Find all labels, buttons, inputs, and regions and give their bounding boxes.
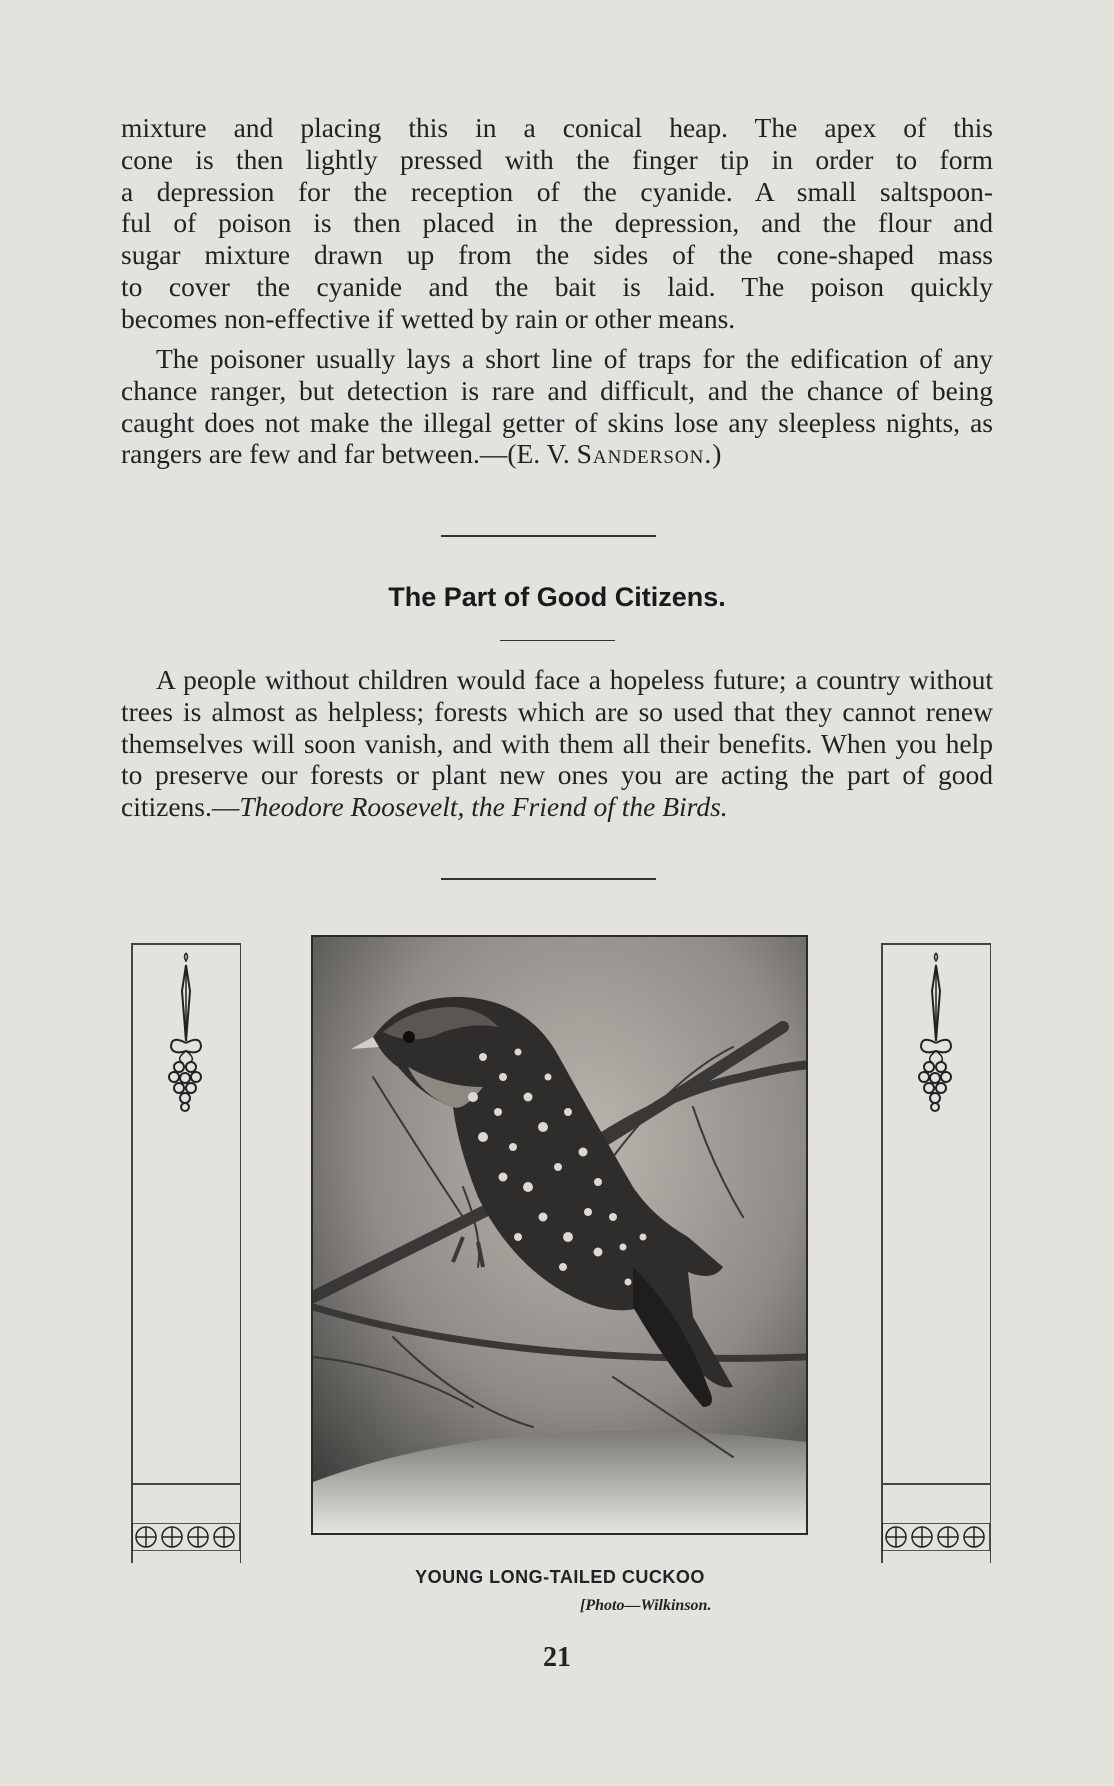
text-line: a depression for the reception of the cyanide. A small saltspoon- xyxy=(121,175,993,207)
cuckoo-photograph xyxy=(311,935,808,1535)
paragraph-continuation xyxy=(121,112,993,335)
grape-pendant-icon xyxy=(911,951,961,1131)
divider-rule xyxy=(441,878,656,880)
text-line: becomes non-effective if wetted by rain or other means. xyxy=(121,302,736,334)
paragraph-body xyxy=(121,343,993,470)
closing-paren: ) xyxy=(712,438,722,470)
divider-rule xyxy=(441,535,656,537)
section-heading: The Part of Good Citizens. xyxy=(388,582,726,612)
grape-pendant-icon xyxy=(161,951,211,1131)
attribution: Theodore Roosevelt, the Friend of the Birds. xyxy=(239,791,728,823)
left-decorative-panel xyxy=(131,943,241,1563)
text-line: sugar mixture drawn up from the sides of the cone-shaped mass xyxy=(121,239,993,271)
right-decorative-panel xyxy=(881,943,991,1563)
paragraph-poisoner xyxy=(121,343,993,470)
paragraph-text: The poisoner usually lays a short line of traps for the edification of any chance ranger, but detection is rare and difficult, and the chance of being caught does not make the illegal getter of skins lose any sleepless nights, as rangers are few and far between.—(E. V. xyxy=(121,343,993,470)
ornament-band-icon xyxy=(132,1523,240,1551)
author-name: Sanderson. xyxy=(576,438,713,470)
text-line: to cover the cyanide and the bait is laid. The poison quickly xyxy=(121,270,993,302)
bird-on-branch-image xyxy=(313,937,806,1533)
paragraph-roosevelt xyxy=(121,664,993,823)
page-number: 21 xyxy=(543,1642,571,1673)
figure-caption: YOUNG LONG-TAILED CUCKOO xyxy=(415,1567,705,1587)
paragraph-text: A people without children would face a hopeless future; a country without trees is almost as helpless; forests which are so used that they cannot renew themselves will soon vanish, and with them all their benefits. When you help to preserve our forests or plant new ones you are acting the part of good citizens.— xyxy=(121,664,993,823)
text-line: mixture and placing this in a conical heap. The apex of this xyxy=(121,112,993,143)
divider-rule xyxy=(500,640,615,641)
text-line: ful of poison is then placed in the depression, and the flour and xyxy=(121,207,993,239)
photo-credit: [Photo—Wilkinson. xyxy=(580,1597,712,1614)
paragraph-body xyxy=(121,664,993,823)
text-line: cone is then lightly pressed with the finger tip in order to form xyxy=(121,143,993,175)
ornament-band-icon xyxy=(882,1523,990,1551)
